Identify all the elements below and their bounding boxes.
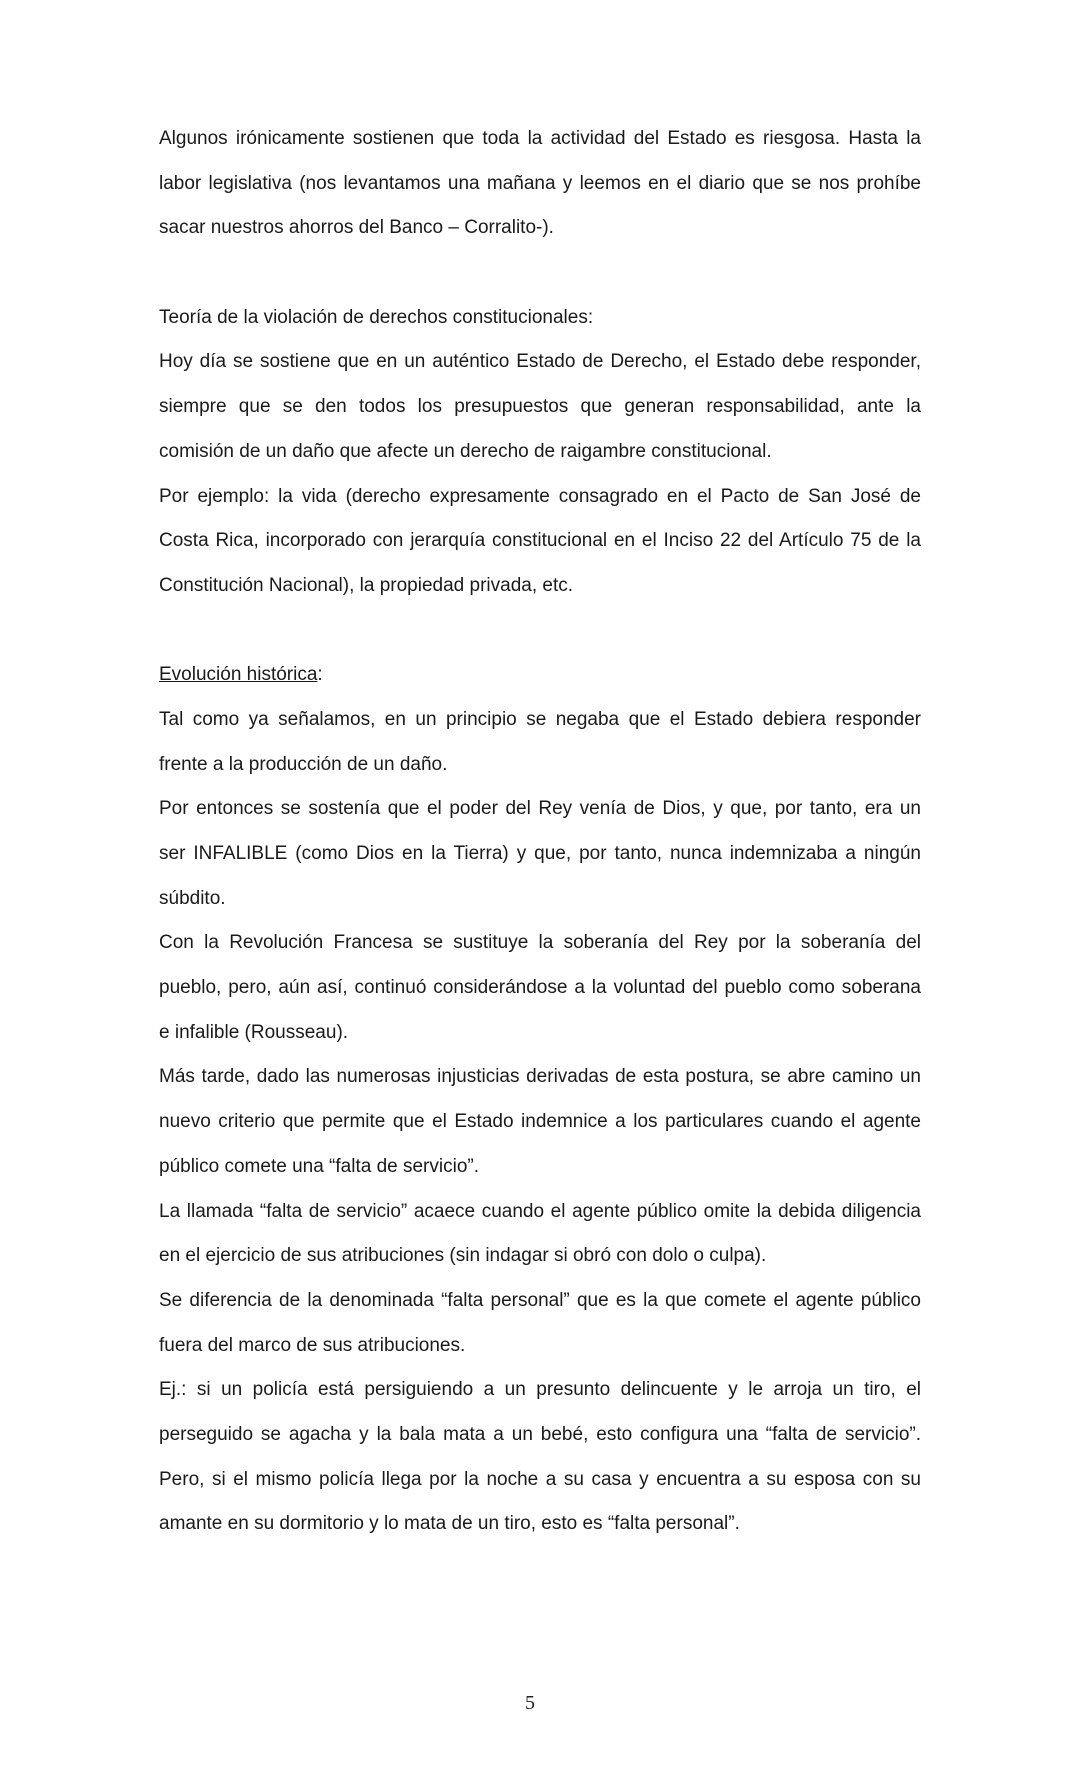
- line-text: Más tarde, dado las numerosas injusticias derivadas de esta postura, se abre camino un: [159, 1066, 921, 1088]
- line-text: Teoría de la violación de derechos constitucionales:: [159, 306, 594, 328]
- line-text: Ej.: si un policía está persiguiendo a un presunto delincuente y le arroja un tiro, el: [159, 1379, 921, 1401]
- text-line: [159, 1055, 921, 1100]
- line-text: en el ejercicio de sus atribuciones (sin indagar si obró con dolo o culpa).: [159, 1245, 767, 1267]
- heading-colon: :: [317, 664, 323, 686]
- line-text: nuevo criterio que permite que el Estado indemnice a los particulares cuando el agente: [159, 1111, 921, 1133]
- paragraph: [159, 296, 921, 609]
- text-line: [159, 1145, 921, 1190]
- line-text: La llamada “falta de servicio” acaece cuando el agente público omite la debida diligencia: [159, 1200, 921, 1222]
- line-text: perseguido se agacha y la bala mata a un bebé, esto configura una “falta de servicio”.: [159, 1423, 921, 1445]
- text-line: [159, 206, 921, 251]
- line-text: e infalible (Rousseau).: [159, 1021, 349, 1043]
- line-text: público comete una “falta de servicio”.: [159, 1155, 479, 1177]
- line-text: fuera del marco de sus atribuciones.: [159, 1334, 466, 1356]
- line-text: Hoy día se sostiene que en un auténtico Estado de Derecho, el Estado debe responder,: [159, 351, 921, 373]
- line-text: siempre que se den todos los presupuestos que generan responsabilidad, ante la: [159, 396, 921, 418]
- text-line: [159, 1011, 921, 1056]
- text-line: [159, 475, 921, 520]
- paragraph-spacer: [159, 609, 921, 654]
- text-line: [159, 340, 921, 385]
- line-text: frente a la producción de un daño.: [159, 753, 448, 775]
- line-text: comisión de un daño que afecte un derecho de raigambre constitucional.: [159, 440, 772, 462]
- text-line: [159, 1413, 921, 1458]
- text-line: [159, 1458, 921, 1503]
- text-line: [159, 385, 921, 430]
- text-line: [159, 117, 921, 162]
- line-text: ser INFALIBLE (como Dios en la Tierra) y que, por tanto, nunca indemnizaba a ningún: [159, 843, 921, 864]
- line-text: Pero, si el mismo policía llega por la noche a su casa y encuentra a su esposa con su: [159, 1468, 921, 1490]
- line-text: Algunos irónicamente sostienen que toda la actividad del Estado es riesgosa. Hasta la: [159, 128, 921, 149]
- text-line: [159, 1502, 921, 1547]
- text-line: [159, 162, 921, 207]
- page-number: 5: [525, 1692, 535, 1714]
- line-text: Tal como ya señalamos, en un principio se negaba que el Estado debiera responder: [159, 708, 921, 730]
- line-text: amante en su dormitorio y lo mata de un tiro, esto es “falta personal”.: [159, 1513, 740, 1535]
- text-line: [159, 832, 921, 877]
- line-text: sacar nuestros ahorros del Banco – Corralito-).: [159, 217, 554, 239]
- text-line: [159, 921, 921, 966]
- text-line: [159, 743, 921, 788]
- line-text: pueblo, pero, aún así, continuó considerándose a la voluntad del pueblo como soberana: [159, 977, 921, 999]
- section-heading: Evolución histórica: [159, 664, 318, 686]
- line-text: Costa Rica, incorporado con jerarquía constitucional en el Inciso 22 del Artículo 75 de la: [159, 530, 921, 552]
- text-line: [159, 1190, 921, 1235]
- text-line: [159, 519, 921, 564]
- text-line: [159, 1368, 921, 1413]
- line-text: súbdito.: [159, 887, 226, 909]
- text-line: [159, 698, 921, 743]
- line-text: labor legislativa (nos levantamos una mañana y leemos en el diario que se nos prohíbe: [159, 172, 921, 194]
- line-text: Con la Revolución Francesa se sustituye la soberanía del Rey por la soberanía del: [159, 932, 921, 954]
- paragraph-spacer: [159, 251, 921, 296]
- text-line: [159, 787, 921, 832]
- text-line: [159, 296, 921, 341]
- text-line: [159, 1234, 921, 1279]
- line-text: Por entonces se sostenía que el poder del Rey venía de Dios, y que, por tanto, era un: [159, 798, 921, 820]
- text-line: [159, 564, 921, 609]
- text-line: [159, 966, 921, 1011]
- document-body: [159, 117, 921, 1547]
- line-text: Constitución Nacional), la propiedad privada, etc.: [159, 574, 574, 596]
- line-text: Por ejemplo: la vida (derecho expresamente consagrado en el Pacto de San José de: [159, 485, 921, 507]
- text-line: [159, 1279, 921, 1324]
- text-line: [159, 653, 921, 698]
- line-text: Se diferencia de la denominada “falta personal” que es la que comete el agente público: [159, 1289, 921, 1311]
- text-line: [159, 1100, 921, 1145]
- text-line: [159, 430, 921, 475]
- paragraph: [159, 653, 921, 1547]
- text-line: [159, 1324, 921, 1369]
- paragraph: [159, 117, 921, 251]
- text-line: [159, 877, 921, 922]
